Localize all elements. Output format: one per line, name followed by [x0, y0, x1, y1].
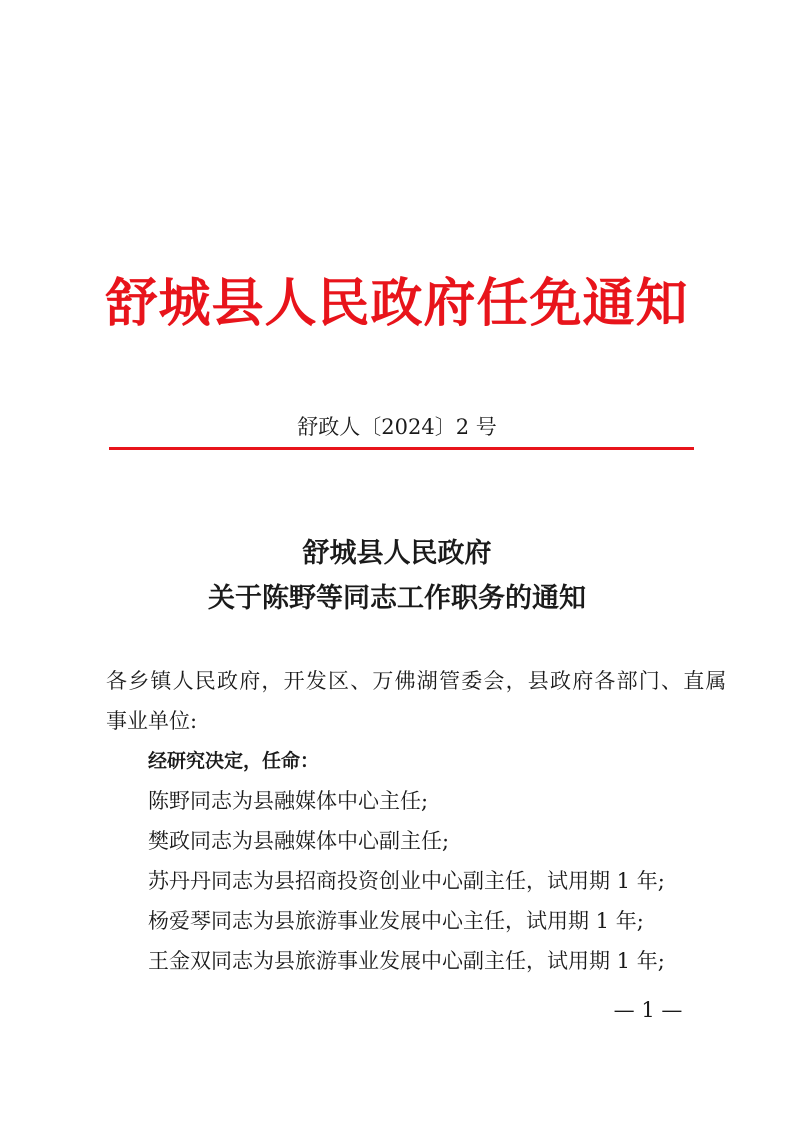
red-divider-rule — [109, 447, 694, 450]
document-title-line-1: 舒城县人民政府 — [302, 538, 492, 569]
appointment-item: 陈野同志为县融媒体中心主任; — [148, 789, 429, 813]
appointment-item: 王金双同志为县旅游事业发展中心副主任，试用期 1 年; — [148, 949, 665, 973]
appointment-item: 杨爱琴同志为县旅游事业发展中心主任，试用期 1 年; — [148, 909, 644, 933]
decision-intro: 经研究决定，任命： — [148, 750, 320, 772]
notice-header-title: 舒城县人民政府任免通知 — [105, 274, 689, 334]
addressee-line-1: 各乡镇人民政府，开发区、万佛湖管委会，县政府各部门、直属 — [106, 669, 728, 693]
appointment-item: 苏丹丹同志为县招商投资创业中心副主任，试用期 1 年; — [148, 869, 665, 893]
appointment-item: 樊政同志为县融媒体中心副主任; — [148, 829, 450, 853]
document-title-line-2: 关于陈野等同志工作职务的通知 — [208, 583, 586, 614]
page-number: — 1 — — [613, 998, 683, 1022]
document-number: 舒政人〔2024〕2 号 — [297, 415, 497, 439]
addressee-line-2: 事业单位: — [106, 709, 198, 733]
